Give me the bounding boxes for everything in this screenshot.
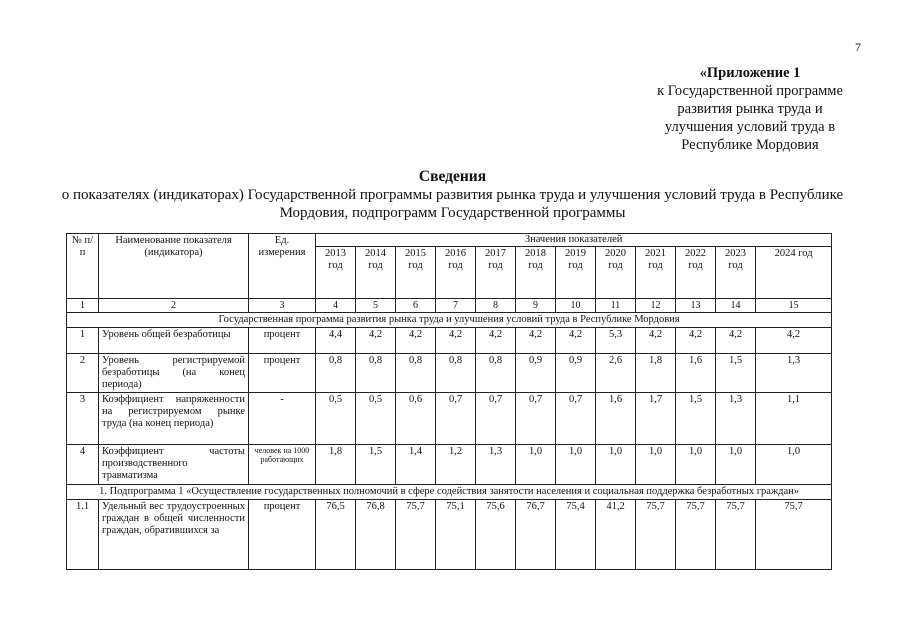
year-header: 2022 год [676,247,716,299]
document-heading [30,168,875,222]
column-number: 12 [636,299,676,313]
value-cell: 0,5 [316,393,356,445]
unit-cell: процент [249,354,316,393]
value-cell: 4,2 [676,328,716,354]
value-cell: 76,8 [356,500,396,570]
column-number: 10 [556,299,596,313]
header-unit: Ед. измерения [249,234,316,299]
value-cell: 1,0 [636,445,676,485]
value-cell: 0,8 [316,354,356,393]
year-header: 2015 год [396,247,436,299]
column-number: 13 [676,299,716,313]
column-number: 6 [396,299,436,313]
appendix-title: «Приложение 1 [699,65,801,81]
value-cell: 1,2 [436,445,476,485]
value-cell: 1,5 [356,445,396,485]
table-row [67,354,832,393]
unit-cell: человек на 1000 работающих [249,445,316,485]
value-cell: 0,7 [556,393,596,445]
column-number: 2 [99,299,249,313]
value-cell: 4,2 [476,328,516,354]
value-cell: 4,2 [716,328,756,354]
column-number: 9 [516,299,556,313]
year-header: 2017 год [476,247,516,299]
value-cell: 1,6 [676,354,716,393]
value-cell: 4,2 [436,328,476,354]
value-cell: 1,0 [516,445,556,485]
section-title: Государственная программа развития рынка труда и улучшения условий труда в Республике Мордовия [67,313,832,328]
value-cell: 75,4 [556,500,596,570]
column-number: 8 [476,299,516,313]
value-cell: 0,7 [476,393,516,445]
value-cell: 1,8 [636,354,676,393]
value-cell: 1,8 [316,445,356,485]
year-header: 2014 год [356,247,396,299]
unit-cell: процент [249,328,316,354]
row-number: 3 [67,393,99,445]
heading-line: о показателях (индикаторах) Государственной программы развития рынка труда и улучшения условий труда в Республике [61,187,844,203]
value-cell: 75,7 [676,500,716,570]
value-cell: 75,1 [436,500,476,570]
value-cell: 41,2 [596,500,636,570]
table-row [67,445,832,485]
indicator-name: Коэффициент напряженности на регистрируемом рынке труда (на конец периода) [99,393,249,445]
value-cell: 1,3 [756,354,832,393]
heading-line: Мордовия, подпрограмм Государственной программы [279,205,626,221]
value-cell: 1,0 [716,445,756,485]
row-number: 2 [67,354,99,393]
appendix-line: к Государственной программе [657,83,843,99]
unit-cell: - [249,393,316,445]
column-number: 15 [756,299,832,313]
table-row [67,393,832,445]
value-cell: 75,7 [756,500,832,570]
row-number: 4 [67,445,99,485]
value-cell: 0,8 [476,354,516,393]
indicator-name: Удельный вес трудоустроенных граждан в общей численности граждан, обратившихся за [99,500,249,570]
column-number: 7 [436,299,476,313]
value-cell: 75,6 [476,500,516,570]
value-cell: 1,0 [756,445,832,485]
column-number: 14 [716,299,756,313]
column-number: 5 [356,299,396,313]
value-cell: 1,4 [396,445,436,485]
column-number: 4 [316,299,356,313]
appendix-line: улучшения условий труда в [664,119,836,135]
heading-title: Сведения [418,168,487,185]
value-cell: 0,8 [356,354,396,393]
column-number: 1 [67,299,99,313]
value-cell: 1,5 [676,393,716,445]
row-number: 1.1 [67,500,99,570]
value-cell: 1,6 [596,393,636,445]
table-row [67,328,832,354]
value-cell: 4,2 [636,328,676,354]
page-number: 7 [855,40,861,54]
section-subprogram-row [67,485,832,500]
value-cell: 1,1 [756,393,832,445]
value-cell: 75,7 [716,500,756,570]
column-number: 3 [249,299,316,313]
value-cell: 1,7 [636,393,676,445]
value-cell: 4,2 [756,328,832,354]
value-cell: 0,7 [516,393,556,445]
value-cell: 4,4 [316,328,356,354]
table-row [67,500,832,570]
value-cell: 1,0 [596,445,636,485]
section-title: 1. Подпрограмма 1 «Осуществление государственных полномочий в сфере содействия занятости населения и социальная поддержка безработных граждан» [67,485,832,500]
column-number: 11 [596,299,636,313]
column-number-row [67,299,832,313]
value-cell: 2,6 [596,354,636,393]
header-values: Значения показателей [316,234,832,247]
value-cell: 75,7 [636,500,676,570]
unit-cell: процент [249,500,316,570]
value-cell: 1,0 [676,445,716,485]
value-cell: 4,2 [356,328,396,354]
value-cell: 0,7 [436,393,476,445]
value-cell: 4,2 [516,328,556,354]
value-cell: 0,9 [516,354,556,393]
indicator-name: Уровень общей безработицы [99,328,249,354]
indicator-name: Уровень регистрируемой безработицы (на конец периода) [99,354,249,393]
year-header: 2013 год [316,247,356,299]
value-cell: 4,2 [396,328,436,354]
section-program-row [67,313,832,328]
value-cell: 0,8 [396,354,436,393]
year-header: 2019 год [556,247,596,299]
year-header: 2023 год [716,247,756,299]
row-number: 1 [67,328,99,354]
year-header: 2021 год [636,247,676,299]
value-cell: 76,7 [516,500,556,570]
appendix-block [600,64,900,154]
value-cell: 1,3 [716,393,756,445]
value-cell: 0,8 [436,354,476,393]
value-cell: 0,9 [556,354,596,393]
value-cell: 76,5 [316,500,356,570]
year-header: 2020 год [596,247,636,299]
value-cell: 0,6 [396,393,436,445]
year-header: 2018 год [516,247,556,299]
value-cell: 1,3 [476,445,516,485]
value-cell: 1,0 [556,445,596,485]
header-row [67,234,832,247]
indicator-name: Коэффициент частоты производственного травматизма [99,445,249,485]
value-cell: 0,5 [356,393,396,445]
value-cell: 4,2 [556,328,596,354]
year-header: 2024 год [756,247,832,299]
appendix-line: развития рынка труда и [677,101,823,117]
header-name: Наименование показателя (индикатора) [99,234,249,299]
value-cell: 5,3 [596,328,636,354]
year-header: 2016 год [436,247,476,299]
value-cell: 1,5 [716,354,756,393]
header-num: № п/п [67,234,99,299]
value-cell: 75,7 [396,500,436,570]
appendix-line: Республике Мордовия [681,137,819,153]
indicators-table [66,233,832,570]
